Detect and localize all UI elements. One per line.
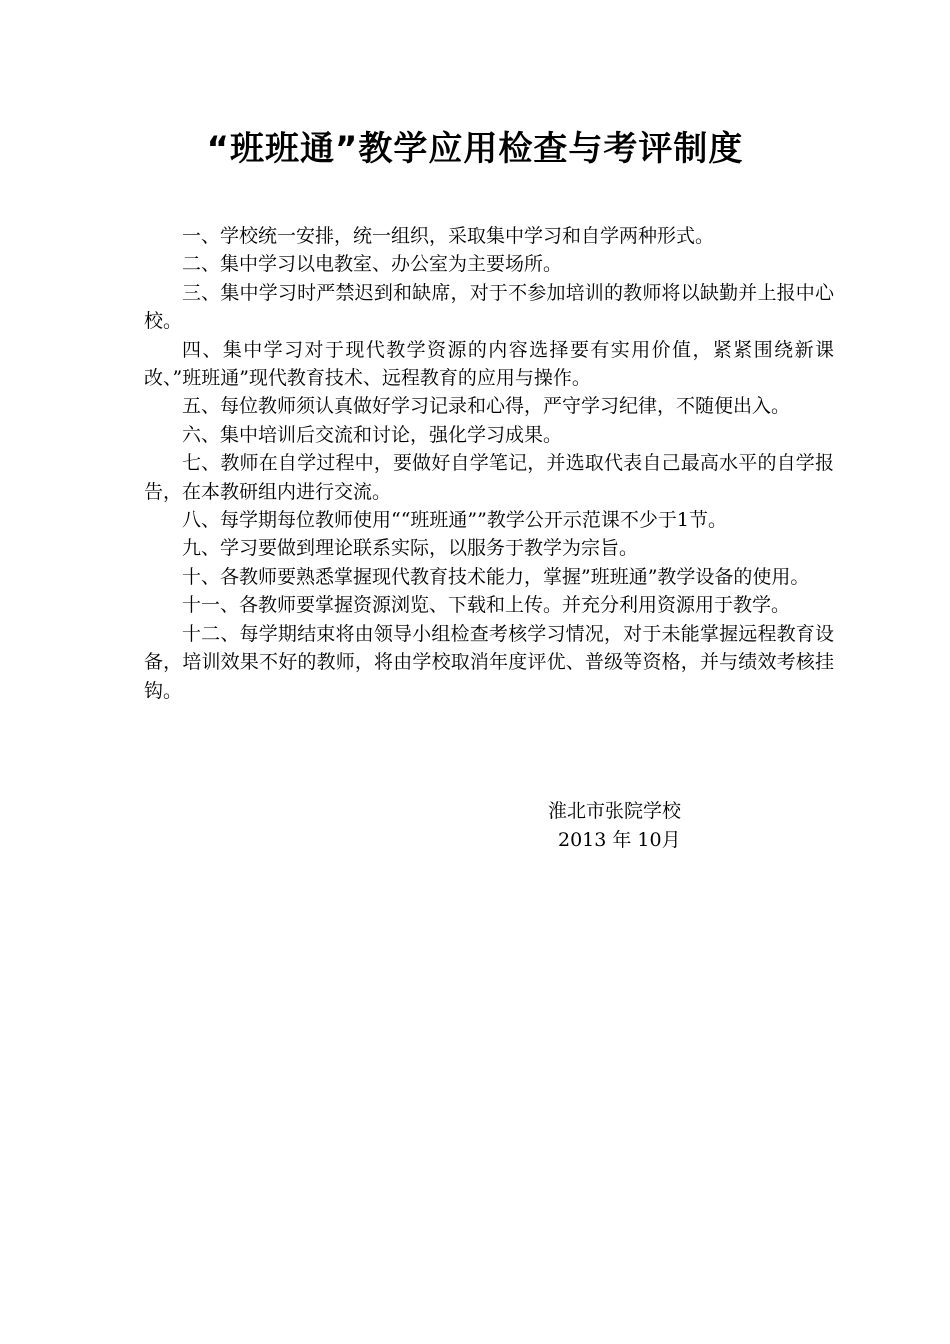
paragraph-rule-4: 四、集中学习对于现代教学资源的内容选择要有实用价值，紧紧围绕新课改、”班班通”现代教育技术、远程教育的应用与操作。 [144, 338, 834, 390]
paragraph-rule-12: 十二、每学期结束将由领导小组检查考核学习情况，对于未能掌握远程教育设备，培训效果不好的教师，将由学校取消年度评优、普级等资格，并与绩效考核挂钩。 [144, 622, 834, 702]
document-body [144, 222, 834, 705]
paragraph-rule-10: 十、各教师要熟悉掌握现代教育技术能力，掌握”班班通”教学设备的使用。 [182, 565, 810, 588]
paragraph-rule-11: 十一、各教师要掌握资源浏览、下载和上传。并充分利用资源用于教学。 [182, 594, 791, 617]
paragraph-rule-1: 一、学校统一安排，统一组织，采取集中学习和自学两种形式。 [182, 225, 715, 247]
signature-date: 2013 年 10月 [558, 829, 681, 851]
paragraph-rule-9: 九、学习要做到理论联系实际，以服务于教学为宗旨。 [182, 537, 639, 560]
paragraph-rule-8: 八、每学期每位教师使用““班班通””教学公开示范课不少于1节。 [182, 509, 727, 532]
paragraph-rule-3: 三、集中学习时严禁迟到和缺席，对于不参加培训的教师将以缺勤并上报中心校。 [144, 281, 834, 333]
signature-block [548, 797, 788, 855]
paragraph-rule-7: 七、教师在自学过程中，要做好自学笔记，并选取代表自己最高水平的自学报告，在本教研组内进行交流。 [144, 452, 834, 503]
signature-organization: 淮北市张院学校 [548, 800, 682, 822]
document-title: “班班通”教学应用检查与考评制度 [206, 129, 744, 169]
paragraph-rule-5: 五、每位教师须认真做好学习记录和心得，严守学习纪律，不随便出入。 [182, 395, 791, 418]
paragraph-rule-6: 六、集中培训后交流和讨论，强化学习成果。 [182, 423, 563, 446]
paragraph-rule-2: 二、集中学习以电教室、办公室为主要场所。 [182, 253, 563, 276]
